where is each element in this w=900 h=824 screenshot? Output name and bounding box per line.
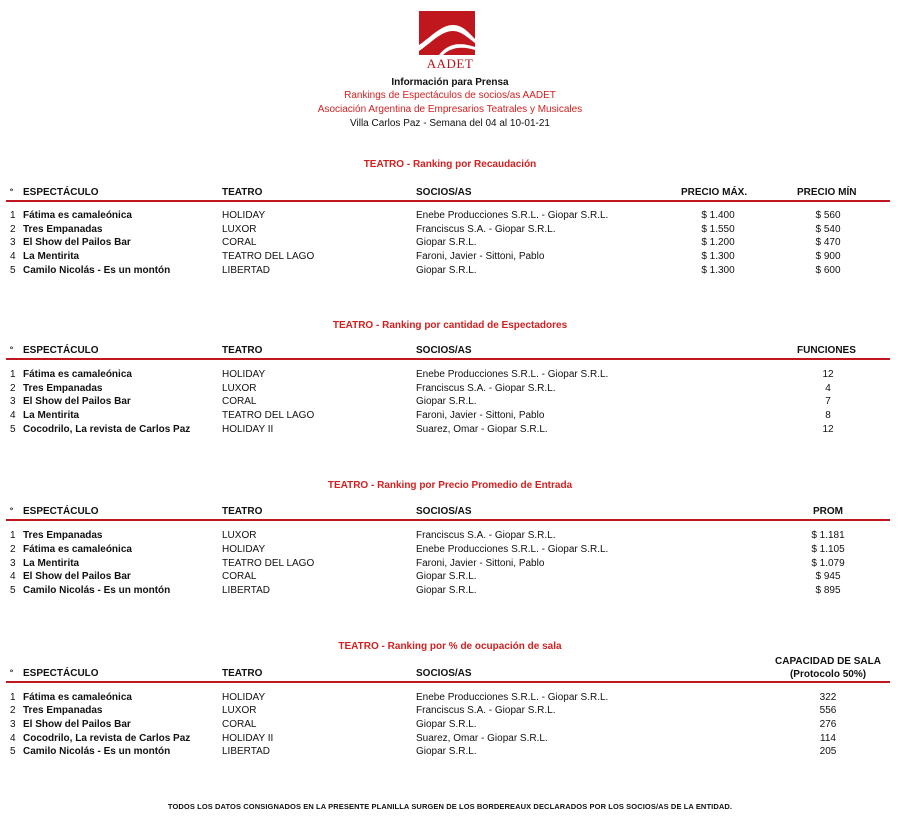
capacidad: 114 [820, 733, 836, 744]
partners: Giopar S.R.L. [416, 585, 477, 596]
precio-min: $ 900 [815, 251, 841, 262]
capacidad: 276 [819, 719, 837, 730]
theatre-name: LIBERTAD [222, 585, 270, 596]
rank: 1 [10, 369, 16, 380]
table-row [0, 396, 900, 410]
col-rank: º [10, 345, 13, 354]
location-week: Villa Carlos Paz - Semana del 04 al 10-01-21 [350, 118, 550, 129]
theatre-name: HOLIDAY II [222, 424, 274, 435]
col-teatro: TEATRO [222, 668, 263, 679]
show-name: El Show del Pailos Bar [23, 396, 131, 407]
table-row [0, 558, 900, 572]
table-row [0, 210, 900, 224]
partners: Giopar S.R.L. [416, 265, 477, 276]
partners: Franciscus S.A. - Giopar S.R.L. [416, 705, 556, 716]
theatre-name: CORAL [222, 719, 257, 730]
col-teatro: TEATRO [222, 187, 263, 198]
show-name: El Show del Pailos Bar [23, 571, 131, 582]
col-socios: SOCIOS/AS [416, 668, 472, 679]
precio-max: $ 1.400 [701, 210, 735, 221]
association-name: Asociación Argentina de Empresarios Teatrales y Musicales [317, 104, 583, 115]
show-name: Fátima es camaleónica [23, 692, 132, 703]
show-name: El Show del Pailos Bar [23, 237, 131, 248]
col-espectaculo: ESPECTÁCULO [23, 668, 99, 679]
table-row [0, 692, 900, 706]
partners: Suarez, Omar - Giopar S.R.L. [416, 733, 548, 744]
show-name: Cocodrilo, La revista de Carlos Paz [23, 733, 191, 744]
show-name: La Mentirita [23, 251, 80, 262]
show-name: Camilo Nicolás - Es un montón [23, 746, 171, 757]
funciones: 4 [825, 383, 831, 394]
partners: Giopar S.R.L. [416, 571, 477, 582]
table-row [0, 746, 900, 760]
table-row [0, 251, 900, 265]
col-precio-max: PRECIO MÁX. [681, 187, 748, 198]
section-title-espectadores: TEATRO - Ranking por cantidad de Espectadores [332, 320, 568, 331]
show-name: Tres Empanadas [23, 383, 103, 394]
partners: Suarez, Omar - Giopar S.R.L. [416, 424, 548, 435]
theatre-name: CORAL [222, 396, 257, 407]
theatre-name: LUXOR [222, 224, 257, 235]
section-title-recaudacion: TEATRO - Ranking por Recaudación [363, 159, 537, 170]
col-socios: SOCIOS/AS [416, 506, 472, 517]
brand-name: AADET [426, 56, 474, 71]
col-espectaculo: ESPECTÁCULO [23, 506, 99, 517]
rank: 4 [10, 571, 16, 582]
col-precio-min: PRECIO MÍN [797, 187, 857, 198]
rank: 4 [10, 251, 16, 262]
partners: Franciscus S.A. - Giopar S.R.L. [416, 383, 556, 394]
table-row [0, 719, 900, 733]
table-row [0, 383, 900, 397]
show-name: La Mentirita [23, 558, 80, 569]
partners: Faroni, Javier - Sittoni, Pablo [416, 410, 545, 421]
partners: Franciscus S.A. - Giopar S.R.L. [416, 530, 556, 541]
capacidad: 322 [819, 692, 837, 703]
table-row [0, 733, 900, 747]
col-protocolo: (Protocolo 50%) [789, 669, 867, 680]
theatre-name: LIBERTAD [222, 746, 270, 757]
col-socios: SOCIOS/AS [416, 187, 472, 198]
document-title: Información para Prensa [391, 77, 509, 88]
table-row [0, 224, 900, 238]
col-socios: SOCIOS/AS [416, 345, 472, 356]
show-name: Tres Empanadas [23, 224, 103, 235]
theatre-name: TEATRO DEL LAGO [222, 558, 315, 569]
theatre-name: CORAL [222, 571, 257, 582]
partners: Faroni, Javier - Sittoni, Pablo [416, 558, 545, 569]
partners: Faroni, Javier - Sittoni, Pablo [416, 251, 545, 262]
show-name: Fátima es camaleónica [23, 544, 132, 555]
partners: Enebe Producciones S.R.L. - Giopar S.R.L. [416, 210, 609, 221]
partners: Giopar S.R.L. [416, 746, 477, 757]
table-row [0, 237, 900, 251]
funciones: 12 [822, 369, 834, 380]
rank: 5 [10, 746, 16, 757]
precio-max: $ 1.550 [701, 224, 735, 235]
partners: Enebe Producciones S.R.L. - Giopar S.R.L. [416, 369, 609, 380]
rank: 1 [10, 210, 16, 221]
partners: Franciscus S.A. - Giopar S.R.L. [416, 224, 556, 235]
table-row [0, 585, 900, 599]
rank: 3 [10, 396, 16, 407]
precio-promedio: $ 895 [815, 585, 841, 596]
partners: Giopar S.R.L. [416, 719, 477, 730]
table-row [0, 544, 900, 558]
show-name: Fátima es camaleónica [23, 369, 132, 380]
precio-min: $ 600 [815, 265, 841, 276]
theatre-name: TEATRO DEL LAGO [222, 410, 315, 421]
precio-min: $ 560 [815, 210, 841, 221]
table-row [0, 530, 900, 544]
col-rank: º [10, 506, 13, 515]
partners: Enebe Producciones S.R.L. - Giopar S.R.L. [416, 544, 609, 555]
precio-min: $ 470 [815, 237, 841, 248]
show-name: Camilo Nicolás - Es un montón [23, 585, 171, 596]
precio-promedio: $ 1.181 [811, 530, 845, 541]
theatre-name: LUXOR [222, 383, 257, 394]
partners: Giopar S.R.L. [416, 237, 477, 248]
theatre-name: HOLIDAY [222, 369, 266, 380]
theatre-name: HOLIDAY [222, 692, 266, 703]
aadet-logo [419, 11, 475, 55]
theatre-name: LUXOR [222, 705, 257, 716]
precio-max: $ 1.200 [701, 237, 735, 248]
rank: 3 [10, 719, 16, 730]
col-rank: º [10, 187, 13, 196]
show-name: Camilo Nicolás - Es un montón [23, 265, 171, 276]
theatre-name: HOLIDAY [222, 210, 266, 221]
theatre-name: LIBERTAD [222, 265, 270, 276]
rank: 3 [10, 558, 16, 569]
section-title-precio-promedio: TEATRO - Ranking por Precio Promedio de Entrada [327, 480, 573, 491]
col-teatro: TEATRO [222, 345, 263, 356]
rank: 1 [10, 530, 16, 541]
col-teatro: TEATRO [222, 506, 263, 517]
section-divider [6, 681, 890, 683]
precio-max: $ 1.300 [701, 251, 735, 262]
table-row [0, 265, 900, 279]
funciones: 12 [822, 424, 834, 435]
partners: Giopar S.R.L. [416, 396, 477, 407]
col-espectaculo: ESPECTÁCULO [23, 345, 99, 356]
col-prom: PROM [813, 506, 843, 517]
col-capacidad: CAPACIDAD DE SALA [775, 656, 881, 667]
theatre-name: TEATRO DEL LAGO [222, 251, 315, 262]
table-row [0, 705, 900, 719]
precio-promedio: $ 1.105 [811, 544, 845, 555]
precio-promedio: $ 1.079 [811, 558, 845, 569]
rank: 2 [10, 383, 16, 394]
show-name: Fátima es camaleónica [23, 210, 132, 221]
section-divider [6, 358, 890, 360]
footer-disclaimer: TODOS LOS DATOS CONSIGNADOS EN LA PRESENTE PLANILLA SURGEN DE LOS BORDEREAUX DECLARADOS POR LOS SOCIOS/AS DE LA ENTIDAD. [167, 802, 733, 811]
theatre-name: HOLIDAY [222, 544, 266, 555]
rank: 2 [10, 224, 16, 235]
col-espectaculo: ESPECTÁCULO [23, 187, 99, 198]
capacidad: 556 [819, 705, 837, 716]
show-name: El Show del Pailos Bar [23, 719, 131, 730]
funciones: 7 [825, 396, 831, 407]
col-funciones: FUNCIONES [797, 345, 856, 356]
funciones: 8 [825, 410, 831, 421]
precio-max: $ 1.300 [701, 265, 735, 276]
rank: 5 [10, 585, 16, 596]
rank: 4 [10, 410, 16, 421]
table-row [0, 410, 900, 424]
partners: Enebe Producciones S.R.L. - Giopar S.R.L. [416, 692, 609, 703]
section-divider [6, 200, 890, 202]
show-name: La Mentirita [23, 410, 80, 421]
rank: 4 [10, 733, 16, 744]
rank: 2 [10, 705, 16, 716]
theatre-name: HOLIDAY II [222, 733, 274, 744]
show-name: Cocodrilo, La revista de Carlos Paz [23, 424, 191, 435]
section-divider [6, 519, 890, 521]
theatre-name: CORAL [222, 237, 257, 248]
show-name: Tres Empanadas [23, 705, 103, 716]
rank: 1 [10, 692, 16, 703]
rank: 5 [10, 424, 16, 435]
rank: 3 [10, 237, 16, 248]
rank: 2 [10, 544, 16, 555]
rank: 5 [10, 265, 16, 276]
precio-promedio: $ 945 [815, 571, 841, 582]
capacidad: 205 [819, 746, 837, 757]
table-row [0, 424, 900, 438]
table-row [0, 369, 900, 383]
theatre-name: LUXOR [222, 530, 257, 541]
document-subtitle: Rankings de Espectáculos de socios/as AADET [344, 90, 556, 101]
col-rank: º [10, 668, 13, 677]
precio-min: $ 540 [815, 224, 841, 235]
table-row [0, 571, 900, 585]
section-title-ocupacion: TEATRO - Ranking por % de ocupación de sala [338, 641, 562, 652]
show-name: Tres Empanadas [23, 530, 103, 541]
